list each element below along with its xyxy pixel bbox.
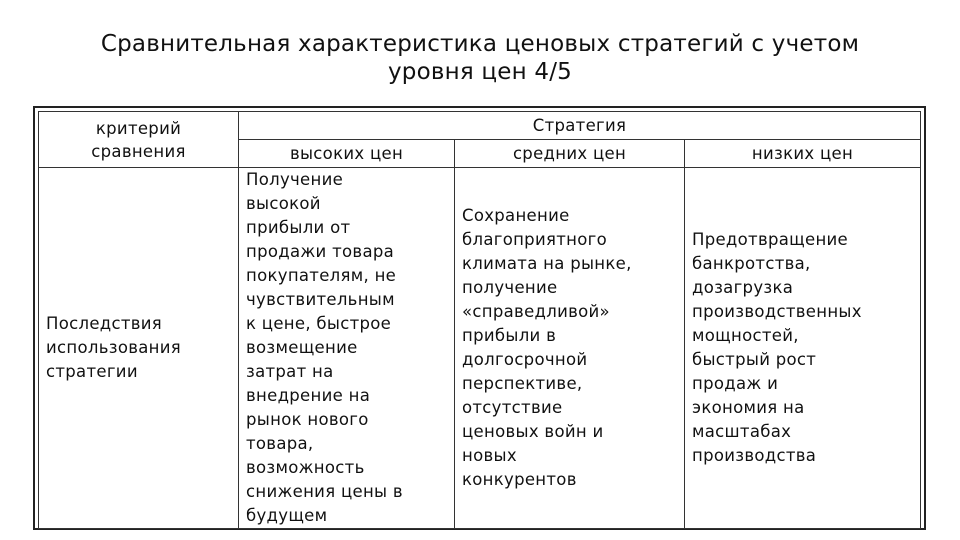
cell-line: товара,: [246, 434, 314, 453]
cell-line: к цене, быстрое: [246, 314, 392, 333]
header-row-strategy: [39, 112, 921, 140]
column-header-high-prices: высоких цен: [239, 140, 455, 168]
table-row-consequences: [39, 168, 921, 529]
cell-line: Предотвращение: [692, 230, 849, 249]
cell-line: возможность: [246, 458, 365, 477]
cell-line: банкротства,: [692, 254, 811, 273]
cell-low-prices: [685, 168, 921, 529]
cell-line: Получение: [246, 170, 344, 189]
cell-high-prices: [239, 168, 455, 529]
cell-line: чувствительным: [246, 290, 395, 309]
cell-medium-prices: [455, 168, 685, 529]
criterion-header-line: критерий: [95, 118, 182, 138]
row-label-line: использования: [46, 338, 181, 357]
cell-line: «справедливой»: [462, 302, 610, 321]
cell-line: дозагрузка: [692, 278, 794, 297]
row-label-cell: [39, 168, 239, 529]
cell-line: масштабах: [692, 422, 792, 441]
cell-line: будущем: [246, 506, 328, 525]
comparison-table: [38, 111, 921, 529]
cell-line: прибыли в: [462, 326, 557, 345]
cell-line: новых: [462, 446, 517, 465]
cell-line: перспективе,: [462, 374, 583, 393]
cell-line: высокой: [246, 194, 321, 213]
criterion-header-line: сравнения: [91, 141, 186, 161]
criterion-header-cell: [39, 112, 239, 168]
cell-line: продажи товара: [246, 242, 395, 261]
row-label-line: стратегии: [46, 362, 138, 381]
cell-line: затрат на: [246, 362, 334, 381]
cell-line: внедрение на: [246, 386, 371, 405]
cell-line: мощностей,: [692, 326, 799, 345]
comparison-table-frame: [33, 106, 926, 530]
cell-line: долгосрочной: [462, 350, 588, 369]
slide-title: [0, 30, 960, 86]
title-line-2: уровня цен 4/5: [388, 59, 572, 85]
cell-line: получение: [462, 278, 558, 297]
cell-line: быстрый рост: [692, 350, 817, 369]
cell-line: производственных: [692, 302, 862, 321]
cell-line: Сохранение: [462, 206, 570, 225]
cell-line: производства: [692, 446, 817, 465]
row-label-line: Последствия: [46, 314, 163, 333]
cell-line: ценовых войн и: [462, 422, 604, 441]
cell-line: климата на рынке,: [462, 254, 632, 273]
column-header-medium-prices: средних цен: [455, 140, 685, 168]
cell-line: рынок нового: [246, 410, 369, 429]
cell-line: благоприятного: [462, 230, 607, 249]
cell-line: продаж и: [692, 374, 779, 393]
column-header-low-prices: низких цен: [685, 140, 921, 168]
cell-line: снижения цены в: [246, 482, 403, 501]
cell-line: конкурентов: [462, 470, 577, 489]
cell-line: прибыли от: [246, 218, 351, 237]
cell-line: отсутствие: [462, 398, 563, 417]
title-line-1: Сравнительная характеристика ценовых стратегий с учетом: [100, 31, 860, 57]
strategy-header-cell: Стратегия: [239, 112, 921, 140]
cell-line: покупателям, не: [246, 266, 397, 285]
cell-line: возмещение: [246, 338, 358, 357]
cell-line: экономия на: [692, 398, 805, 417]
